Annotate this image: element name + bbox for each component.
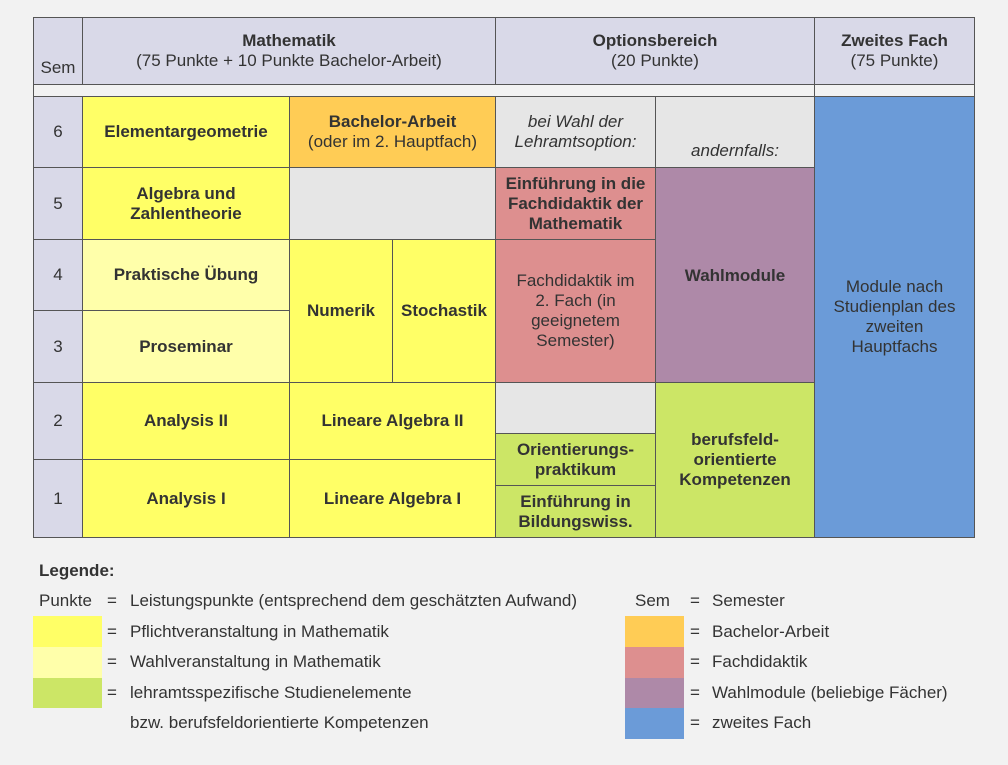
legend-lehramt-desc-cont: bzw. berufsfeldorientierte Kompetenzen [130, 713, 429, 732]
legend-lehramt-desc: lehramtsspezifische Studienelemente [130, 683, 412, 702]
note-lehramtsoption [495, 96, 656, 168]
legend-swatch-pflicht [33, 616, 102, 647]
semester-2 [33, 382, 83, 460]
header-sem-label: Sem [40, 58, 76, 77]
note-lehramtsoption-label: bei Wahl der Lehramtsoption: [514, 112, 637, 151]
module-analysis-1 [82, 459, 290, 538]
semester-1 [33, 459, 83, 538]
legend-eq: = [107, 622, 117, 641]
module-wahlmodule [655, 167, 815, 383]
module-numerik-label: Numerik [306, 301, 376, 320]
module-elementargeometrie-label: Elementargeometrie [104, 122, 268, 141]
module-analysis-2-label: Analysis II [143, 411, 229, 430]
note-andernfalls-label: andernfalls: [691, 141, 779, 160]
module-zweites-hauptfach-label: Module nach Studienplan des zweiten Hauptfachs [833, 277, 956, 356]
legend-eq: = [107, 591, 117, 610]
legend-bachelor-desc: Bachelor-Arbeit [712, 622, 830, 641]
legend-sem-desc: Semester [712, 591, 785, 610]
module-berufsfeld-kompetenzen [655, 382, 815, 538]
module-proseminar [82, 310, 290, 383]
module-stochastik [392, 239, 496, 383]
legend-fachdidaktik-desc: Fachdidaktik [712, 652, 808, 671]
header-zweites-fach [814, 17, 975, 85]
legend-swatch-bachelor [625, 616, 684, 647]
module-orientierungspraktikum-label: Orientierungs-praktikum [516, 439, 635, 479]
module-lineare-algebra-1-label: Lineare Algebra I [323, 488, 462, 508]
module-fachdidaktik-2-fach [495, 239, 656, 383]
legend-title: Legende: [39, 561, 115, 580]
module-lineare-algebra-2-label: Lineare Algebra II [321, 411, 464, 430]
semester-6-label: 6 [53, 122, 63, 141]
module-orientierungspraktikum [495, 433, 656, 486]
legend-wahlmodule-desc: Wahlmodule (beliebige Fächer) [712, 683, 948, 702]
legend-eq: = [690, 622, 700, 641]
legend-swatch-wahlmodule [625, 678, 684, 708]
legend-punkte-key: Punkte [39, 591, 92, 610]
legend-swatch-wahl [33, 647, 102, 678]
legend-sem-key: Sem [635, 591, 670, 610]
empty-sem2-option [495, 382, 656, 434]
legend-swatch-lehramt [33, 678, 102, 708]
module-zweites-hauptfach [814, 96, 975, 538]
module-praktische-uebung-label: Praktische Übung [113, 265, 259, 284]
header-sem [33, 17, 83, 85]
legend-eq: = [690, 683, 700, 702]
module-analysis-2 [82, 382, 290, 460]
header-math-title: Mathematik [242, 31, 336, 50]
legend-eq: = [107, 683, 117, 702]
module-berufsfeld-kompetenzen-label: berufsfeld-orientierte Kompetenzen [679, 430, 791, 489]
header-second-title: Zweites Fach [841, 31, 948, 50]
module-einfuehrung-fachdidaktik-label: Einführung in die Fachdidaktik der Mathematik [505, 173, 646, 233]
module-praktische-uebung [82, 239, 290, 311]
module-wahlmodule-label: Wahlmodule [684, 266, 786, 285]
module-bachelor-arbeit [289, 96, 496, 168]
header-mathematik [82, 17, 496, 85]
semester-4 [33, 239, 83, 311]
module-einfuehrung-fachdidaktik [495, 167, 656, 240]
legend-swatch-fachdidaktik [625, 647, 684, 678]
semester-3-label: 3 [53, 336, 63, 356]
empty-sem5-math [289, 167, 496, 240]
module-analysis-1-label: Analysis I [146, 488, 226, 508]
semester-3 [33, 310, 83, 383]
semester-4-label: 4 [53, 265, 63, 284]
legend-eq: = [690, 591, 700, 610]
semester-2-label: 2 [53, 411, 63, 430]
semester-6 [33, 96, 83, 168]
semester-5 [33, 167, 83, 240]
module-algebra [82, 167, 290, 240]
module-bachelor-line1: Bachelor-Arbeit [328, 112, 457, 131]
module-lineare-algebra-2 [289, 382, 496, 460]
semester-1-label: 1 [53, 488, 63, 508]
header-math-sub: (75 Punkte + 10 Punkte Bachelor-Arbeit) [136, 51, 442, 70]
module-elementargeometrie [82, 96, 290, 168]
legend-swatch-zweites [625, 708, 684, 739]
module-algebra-label: Algebra und Zahlentheorie [130, 183, 242, 223]
module-lineare-algebra-1 [289, 459, 496, 538]
module-bachelor-line2: (oder im 2. Hauptfach) [307, 132, 478, 151]
legend-eq: = [690, 713, 700, 732]
note-andernfalls [655, 96, 815, 168]
module-numerik [289, 239, 393, 383]
legend-pflicht-desc: Pflichtveranstaltung in Mathematik [130, 622, 389, 641]
header-second-sub: (75 Punkte) [850, 51, 939, 70]
legend-wahl-desc: Wahlveranstaltung in Mathematik [130, 652, 381, 671]
module-bildungswissenschaften [495, 485, 656, 538]
legend-eq: = [690, 652, 700, 671]
module-bildungswissenschaften-label: Einführung in Bildungswiss. [518, 491, 633, 531]
module-proseminar-label: Proseminar [139, 336, 233, 356]
module-stochastik-label: Stochastik [401, 301, 487, 320]
legend-zweites-desc: zweites Fach [712, 713, 812, 732]
legend-eq: = [107, 652, 117, 671]
semester-5-label: 5 [53, 193, 63, 213]
header-opt-title: Optionsbereich [592, 31, 718, 50]
module-fachdidaktik-2-fach-label: Fachdidaktik im 2. Fach (in geeignetem Semester) [516, 271, 635, 350]
header-opt-sub: (20 Punkte) [611, 51, 699, 70]
legend-punkte-desc: Leistungspunkte (entsprechend dem geschätzten Aufwand) [130, 591, 578, 610]
header-optionsbereich [495, 17, 815, 85]
